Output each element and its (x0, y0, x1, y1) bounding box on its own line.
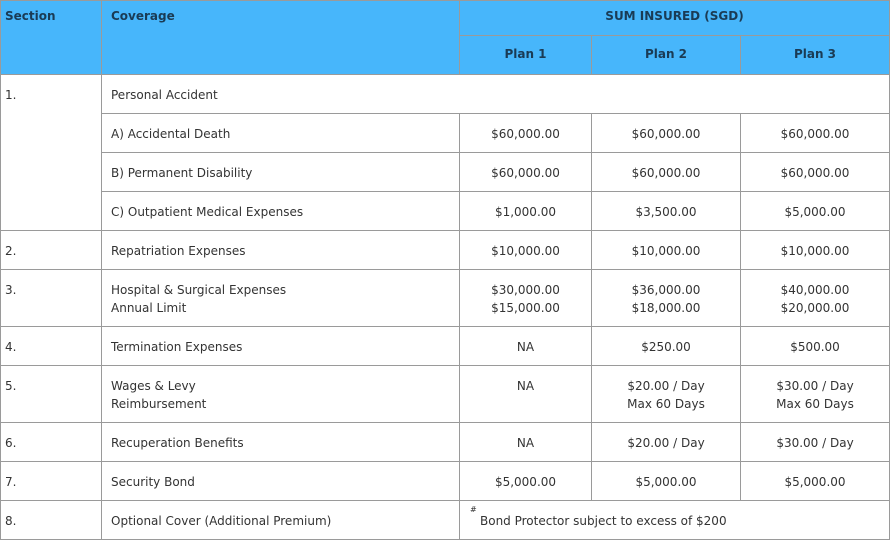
coverage-cell (102, 366, 460, 423)
header-plan-3: Plan 3 (741, 36, 890, 75)
plan-1-value: $5,000.00 (460, 462, 592, 501)
plan-1-value: $10,000.00 (460, 231, 592, 270)
table-row (1, 501, 890, 540)
plan-2-value: $36,000.00 (631, 283, 701, 297)
header-section: Section (1, 1, 102, 75)
plan-3-value: $500.00 (741, 327, 890, 366)
section-number: 1. (1, 75, 102, 231)
section-number: 8. (1, 501, 102, 540)
header-sum-insured: SUM INSURED (SGD) (460, 1, 890, 36)
plan-1-value: $60,000.00 (460, 153, 592, 192)
plan-1-cell (460, 270, 592, 327)
plan-3-value: $30.00 / Day (741, 423, 890, 462)
coverage-label: A) Accidental Death (102, 114, 460, 153)
coverage-label: Repatriation Expenses (102, 231, 460, 270)
coverage-cell (102, 270, 460, 327)
plan-3-value: $30.00 / Day (776, 379, 854, 393)
header-plan-1: Plan 1 (460, 36, 592, 75)
table-row (1, 423, 890, 462)
plan-3-cell (741, 270, 890, 327)
note-marker: # (470, 505, 477, 514)
plan-2-max-days: Max 60 Days (627, 397, 705, 411)
section-number: 4. (1, 327, 102, 366)
plan-2-value: $60,000.00 (592, 153, 741, 192)
plan-3-value: $5,000.00 (741, 192, 890, 231)
plan-1-annual-limit: $15,000.00 (491, 301, 560, 315)
table-row (1, 231, 890, 270)
plan-2-value: $3,500.00 (592, 192, 741, 231)
plan-1-value: NA (460, 366, 592, 423)
plan-3-max-days: Max 60 Days (776, 397, 854, 411)
coverage-label: Personal Accident (102, 75, 890, 114)
table-row (1, 270, 890, 327)
section-number: 5. (1, 366, 102, 423)
coverage-label: C) Outpatient Medical Expenses (102, 192, 460, 231)
coverage-label: B) Permanent Disability (102, 153, 460, 192)
coverage-sublabel: Annual Limit (111, 301, 187, 315)
coverage-label: Wages & Levy (111, 379, 196, 393)
note-text: Bond Protector subject to excess of $200 (480, 514, 727, 528)
plan-1-value: $60,000.00 (460, 114, 592, 153)
plan-2-value: $250.00 (592, 327, 741, 366)
plan-2-value: $20.00 / Day (627, 379, 705, 393)
plan-1-value: $1,000.00 (460, 192, 592, 231)
coverage-label: Termination Expenses (102, 327, 460, 366)
plan-2-annual-limit: $18,000.00 (631, 301, 701, 315)
plan-3-value: $60,000.00 (741, 153, 890, 192)
table-row (1, 75, 890, 114)
table-row (1, 366, 890, 423)
plan-2-value: $10,000.00 (592, 231, 741, 270)
table-row (1, 153, 890, 192)
optional-cover-note (460, 501, 890, 540)
section-number: 2. (1, 231, 102, 270)
plan-2-cell (592, 366, 741, 423)
plan-1-value: $30,000.00 (491, 283, 560, 297)
plan-3-cell (741, 366, 890, 423)
coverage-label: Recuperation Benefits (102, 423, 460, 462)
plan-3-value: $40,000.00 (780, 283, 850, 297)
plan-2-value: $20.00 / Day (592, 423, 741, 462)
plan-1-value: NA (460, 327, 592, 366)
plan-3-value: $10,000.00 (741, 231, 890, 270)
coverage-sublabel: Reimbursement (111, 397, 207, 411)
section-number: 6. (1, 423, 102, 462)
coverage-label: Hospital & Surgical Expenses (111, 283, 287, 297)
table-row (1, 114, 890, 153)
plan-1-value: NA (460, 423, 592, 462)
plan-3-annual-limit: $20,000.00 (780, 301, 850, 315)
table-row (1, 462, 890, 501)
plan-2-value: $60,000.00 (592, 114, 741, 153)
plan-3-value: $60,000.00 (741, 114, 890, 153)
section-number: 7. (1, 462, 102, 501)
header-coverage: Coverage (102, 1, 460, 75)
table-row (1, 192, 890, 231)
plan-2-cell (592, 270, 741, 327)
section-number: 3. (1, 270, 102, 327)
header-plan-2: Plan 2 (592, 36, 741, 75)
table-row (1, 327, 890, 366)
coverage-label: Optional Cover (Additional Premium) (102, 501, 460, 540)
coverage-label: Security Bond (102, 462, 460, 501)
plan-2-value: $5,000.00 (592, 462, 741, 501)
plan-3-value: $5,000.00 (741, 462, 890, 501)
